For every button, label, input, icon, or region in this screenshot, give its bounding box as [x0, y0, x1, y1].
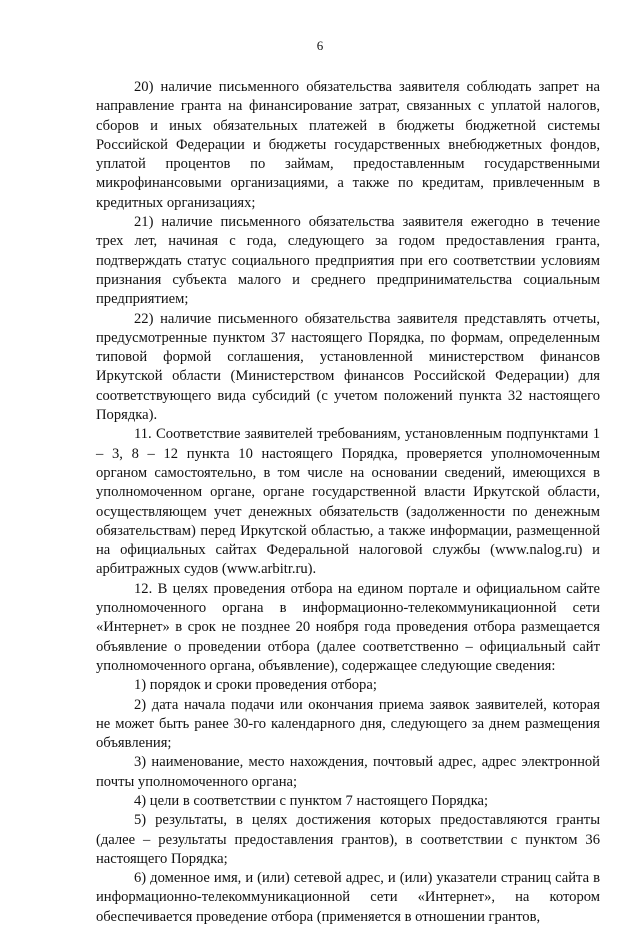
paragraph-list-item-2: 2) дата начала подачи или окончания приема заявок заявителей, которая не может быть ранее 30-го календарного дня, следующего за днем размещения объявления;: [96, 696, 600, 752]
paragraph-list-item-5: 5) результаты, в целях достижения которых предоставляются гранты (далее – результаты предоставления грантов), в соответствии с пунктом 36 настоящего Порядка;: [96, 812, 600, 867]
paragraph-item-20: 20) наличие письменного обязательства заявителя соблюдать запрет на направление гранта на финансирование затрат, связанных с уплатой налогов, сборов и иных обязательных платежей в бюджеты бюджетной системы Российской Федерации и бюджеты государственных внебюджетных фондов, уплатой процентов по займам, предоставленным государственными микрофинансовыми организациями, а также по кредитам, привлеченным в кредитных организациях;: [96, 79, 600, 211]
paragraph-item-22: 22) наличие письменного обязательства заявителя представлять отчеты, предусмотренные пунктом 37 настоящего Порядка, по формам, определенным типовой формой соглашения, установленной министерством финансов Иркутской области (Министерством финансов Российской Федерации) для соответствующего вида субсидий (с учетом положений пункта 32 настоящего Порядка).: [96, 310, 600, 424]
paragraph-clause-11: 11. Соответствие заявителей требованиям, установленным подпунктами 1 – 3, 8 – 12 пункта 10 настоящего Порядка, проверяется уполномоченным органом самостоятельно, в том числе на основании сведений, имеющихся в уполномоченном органе, органе государственной власти Иркутской области, осуществляющем учет денежных обязательств (задолженности по денежным обязательствам) перед Иркутской областью, а также информации, размещенной на официальных сайтах Федеральной налоговой службы (www.nalog.ru) и арбитражных судов (www.arbitr.ru).: [96, 426, 600, 578]
paragraph-list-item-6: 6) доменное имя, и (или) сетевой адрес, и (или) указатели страниц сайта в информационно-телекоммуникационной сети «Интернет», на котором обеспечивается проведение отбора (применяется в отношении грантов,: [96, 870, 600, 925]
paragraph-clause-12: 12. В целях проведения отбора на едином портале и официальном сайте уполномоченного органа в информационно-телекоммуникационной сети «Интернет» в срок не позднее 20 ноября года проведения отбора размещается объявление о проведении отбора (далее соответственно – официальный сайт уполномоченного органа, объявление), содержащее следующие сведения:: [96, 580, 600, 674]
paragraph-item-21: 21) наличие письменного обязательства заявителя ежегодно в течение трех лет, начиная с года, следующего за годом предоставления гранта, подтверждать статус социального предприятия при его соответствии условиям признания субъекта малого и среднего предпринимательства социальным предприятием;: [96, 214, 600, 308]
paragraph-list-item-4: 4) цели в соответствии с пунктом 7 настоящего Порядка;: [134, 792, 489, 809]
page-number: 6: [316, 38, 324, 53]
document-body: [96, 78, 600, 927]
paragraph-list-item-1: 1) порядок и сроки проведения отбора;: [134, 677, 377, 694]
paragraph-list-item-3: 3) наименование, место нахождения, почтовый адрес, адрес электронной почты уполномоченного органа;: [96, 754, 600, 790]
